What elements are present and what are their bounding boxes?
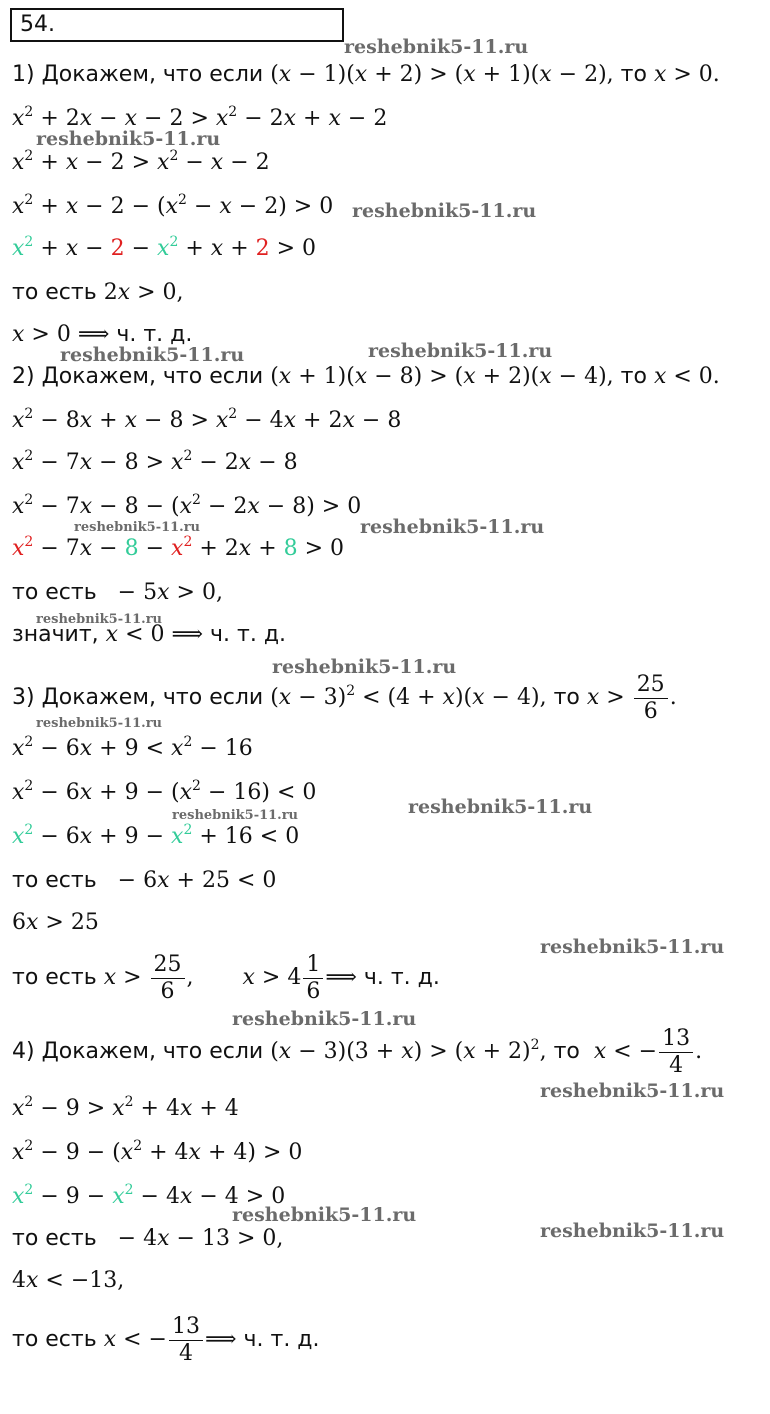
- part2-step2: $x^2 - 7x - 8 > x^2 - 2x - 8$: [12, 448, 298, 475]
- watermark: reshebnik5-11.ru: [408, 796, 593, 818]
- part4-step2: $x^2 - 9 - (x^2 + 4x + 4) > 0$: [12, 1138, 303, 1165]
- part2-step3: $x^2 - 7x - 8 - (x^2 - 2x - 8) > 0$: [12, 492, 362, 519]
- watermark: reshebnik5-11.ru: [74, 520, 201, 535]
- watermark: reshebnik5-11.ru: [60, 344, 245, 366]
- watermark: reshebnik5-11.ru: [36, 612, 163, 627]
- part3-title: 3) Докажем, что если $(x - 3)^2 < (4 + x)(x - 4)$, то x > $\frac{25}{6}$ .: [12, 671, 677, 724]
- part1-step5: то есть 2x > 0,: [12, 280, 184, 305]
- part1-title: 1) Докажем, что если (x − 1)(x + 2) > (x + 1)(x − 2), то x > 0.: [12, 62, 720, 87]
- part3-step2: $x^2 - 6x + 9 - (x^2 - 16) < 0$: [12, 778, 317, 805]
- fraction-25-6-b: $\frac{25}{6}$: [151, 952, 185, 1005]
- watermark: reshebnik5-11.ru: [232, 1204, 417, 1226]
- fraction-25-6: $\frac{25}{6}$: [634, 672, 668, 725]
- watermark: reshebnik5-11.ru: [368, 340, 553, 362]
- watermark: reshebnik5-11.ru: [540, 1220, 725, 1242]
- part1-step4: $x^2 + x - 2 - x^2 + x + 2 > 0$: [12, 234, 317, 261]
- watermark: reshebnik5-11.ru: [36, 716, 163, 731]
- part3-step5: 6x > 25: [12, 910, 99, 935]
- part4-step1: $x^2 - 9 > x^2 + 4x + 4$: [12, 1094, 239, 1121]
- part4-step4: то есть − 4x − 13 > 0,: [12, 1226, 284, 1251]
- watermark: reshebnik5-11.ru: [344, 36, 529, 58]
- watermark: reshebnik5-11.ru: [540, 1080, 725, 1102]
- watermark: reshebnik5-11.ru: [540, 936, 725, 958]
- part1-step3: $x^2 + x - 2 - (x^2 - x - 2) > 0$: [12, 192, 334, 219]
- part2-step5: то есть − 5x > 0,: [12, 580, 223, 605]
- part2-step1: $x^2 - 8x + x - 8 > x^2 - 4x + 2x - 8$: [12, 406, 402, 433]
- watermark: reshebnik5-11.ru: [172, 808, 299, 823]
- watermark: reshebnik5-11.ru: [232, 1008, 417, 1030]
- watermark: reshebnik5-11.ru: [360, 516, 545, 538]
- part4-step3: $x^2 - 9 - x^2 - 4x - 4 > 0$: [12, 1182, 286, 1209]
- fraction-13-4: $\frac{13}{4}$: [659, 1026, 693, 1079]
- part3-step1: $x^2 - 6x + 9 < x^2 - 16$: [12, 734, 253, 761]
- part1-step1: $x^2 + 2x - x - 2 > x^2 - 2x + x - 2$: [12, 104, 388, 131]
- mixed-fraction: $\frac{1}{6}$: [303, 952, 323, 1005]
- watermark: reshebnik5-11.ru: [352, 200, 537, 222]
- part1-conclusion: x > 0 ⟹ ч. т. д.: [12, 322, 193, 347]
- problem-number: 54.: [20, 12, 55, 37]
- part2-title: 2) Докажем, что если (x + 1)(x − 8) > (x + 2)(x − 4), то x < 0.: [12, 364, 720, 389]
- watermark: reshebnik5-11.ru: [272, 656, 457, 678]
- part2-step4: $x^2 - 7x - 8 - x^2 + 2x + 8 > 0$: [12, 534, 345, 561]
- part2-conclusion: значит, x < 0 ⟹ ч. т. д.: [12, 622, 287, 647]
- part3-step3: $x^2 - 6x + 9 - x^2 + 16 < 0$: [12, 822, 300, 849]
- part1-step2: $x^2 + x - 2 > x^2 - x - 2$: [12, 148, 270, 175]
- part4-title: 4) Докажем, что если $(x - 3)(3 + x) > (x + 2)^2$, то x < − $\frac{13}{4}$ .: [12, 1025, 703, 1078]
- part4-step5: 4x < −13,: [12, 1268, 125, 1293]
- part4-conclusion: то есть x < − $\frac{13}{4}$ ⟹ ч. т. д.: [12, 1313, 320, 1366]
- part3-step4: то есть − 6x + 25 < 0: [12, 868, 277, 893]
- fraction-13-4-b: $\frac{13}{4}$: [169, 1314, 203, 1367]
- watermark: reshebnik5-11.ru: [36, 128, 221, 150]
- part3-conclusion: то есть x > $\frac{25}{6}$ , x > 4 $\frac{1}{6}$ ⟹ ч. т. д.: [12, 951, 440, 1004]
- problem-number-box: [10, 8, 344, 42]
